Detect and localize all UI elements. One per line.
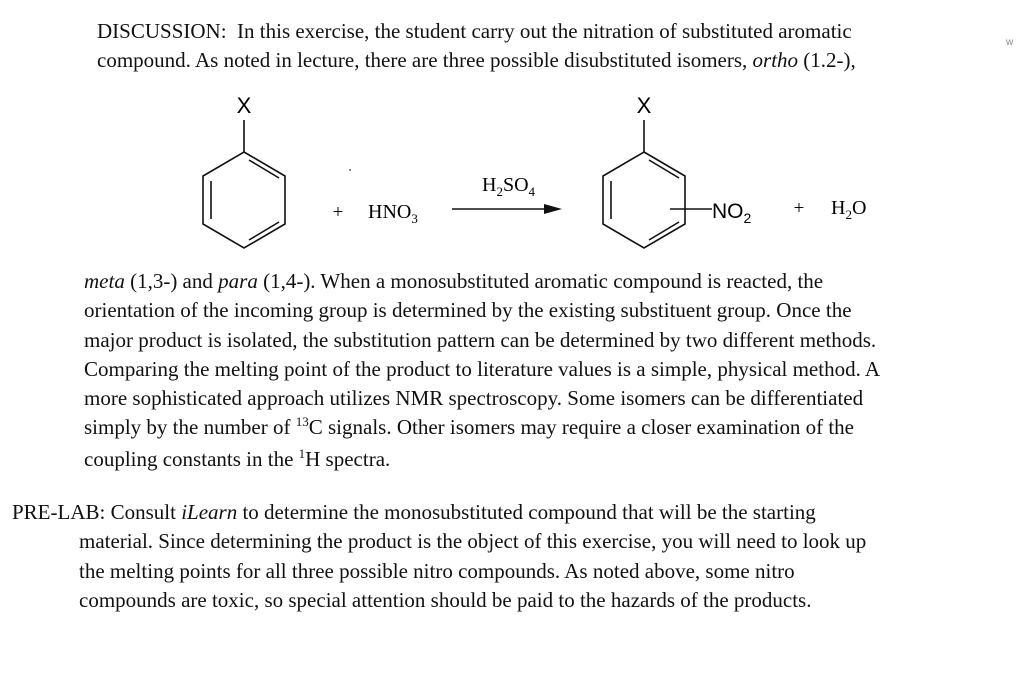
discussion-line-9: coupling constants in the $^1$H spectra.: [84, 445, 391, 471]
reaction-arrow: [452, 204, 562, 214]
product-substituent-label: X: [636, 93, 652, 118]
speck-dot: [349, 169, 351, 171]
discussion-line-8: simply by the number of $^{13}$C signals. Other isomers may require a closer examination of the: [84, 414, 854, 440]
discussion-line-1: DISCUSSION: In this exercise, the student carry out the nitration of substituted aromatic: [97, 19, 852, 43]
plus-sign-reactants: +: [332, 202, 344, 223]
plus-sign-products: +: [793, 198, 805, 219]
discussion-line-3: meta (1,3-) and para (1,4-). When a monosubstituted aromatic compound is reacted, the: [84, 269, 824, 293]
prelab-line-2: material. Since determining the product is the object of this exercise, you will need to look up: [79, 529, 867, 554]
margin-mark: w: [1006, 37, 1014, 48]
prelab-heading: PRE-LAB:: [12, 500, 106, 524]
catalyst-h2so4: $H_2SO_4$: [482, 174, 536, 199]
discussion-line-4: orientation of the incoming group is determined by the existing substituent group. Once the: [84, 298, 852, 323]
reactant-benzene-ring: [203, 120, 285, 248]
product-benzene-ring: [603, 120, 712, 248]
reactant-substituent-label: X: [236, 93, 252, 118]
product-nitro-group: $NO_2$: [712, 200, 752, 226]
byproduct-water: $H_2O$: [831, 197, 867, 222]
reagent-hno3: $HNO_3$: [368, 201, 418, 226]
prelab-section: [12, 498, 866, 615]
discussion-line-5: major product is isolated, the substitution pattern can be determined by two different methods.: [84, 327, 877, 352]
prelab-line-4: compounds are toxic, so special attention should be paid to the hazards of the products.: [79, 587, 812, 612]
discussion-line-6: Comparing the melting point of the product to literature values is a simple, physical method. A: [84, 356, 881, 381]
prelab-line-1: PRE-LAB: Consult iLearn to determine the monosubstituted compound that will be the starting: [12, 500, 816, 524]
discussion-line-2: compound. As noted in lecture, there are three possible disubstituted isomers, ortho (1.2-),: [97, 48, 856, 73]
discussion-body: [84, 267, 880, 476]
discussion-line-7: more sophisticated approach utilizes NMR spectroscopy. Some isomers can be differentiated: [84, 386, 864, 411]
prelab-line-3: the melting points for all three possible nitro compounds. As noted above, some nitro: [79, 558, 795, 583]
discussion-heading: DISCUSSION:: [97, 19, 227, 43]
